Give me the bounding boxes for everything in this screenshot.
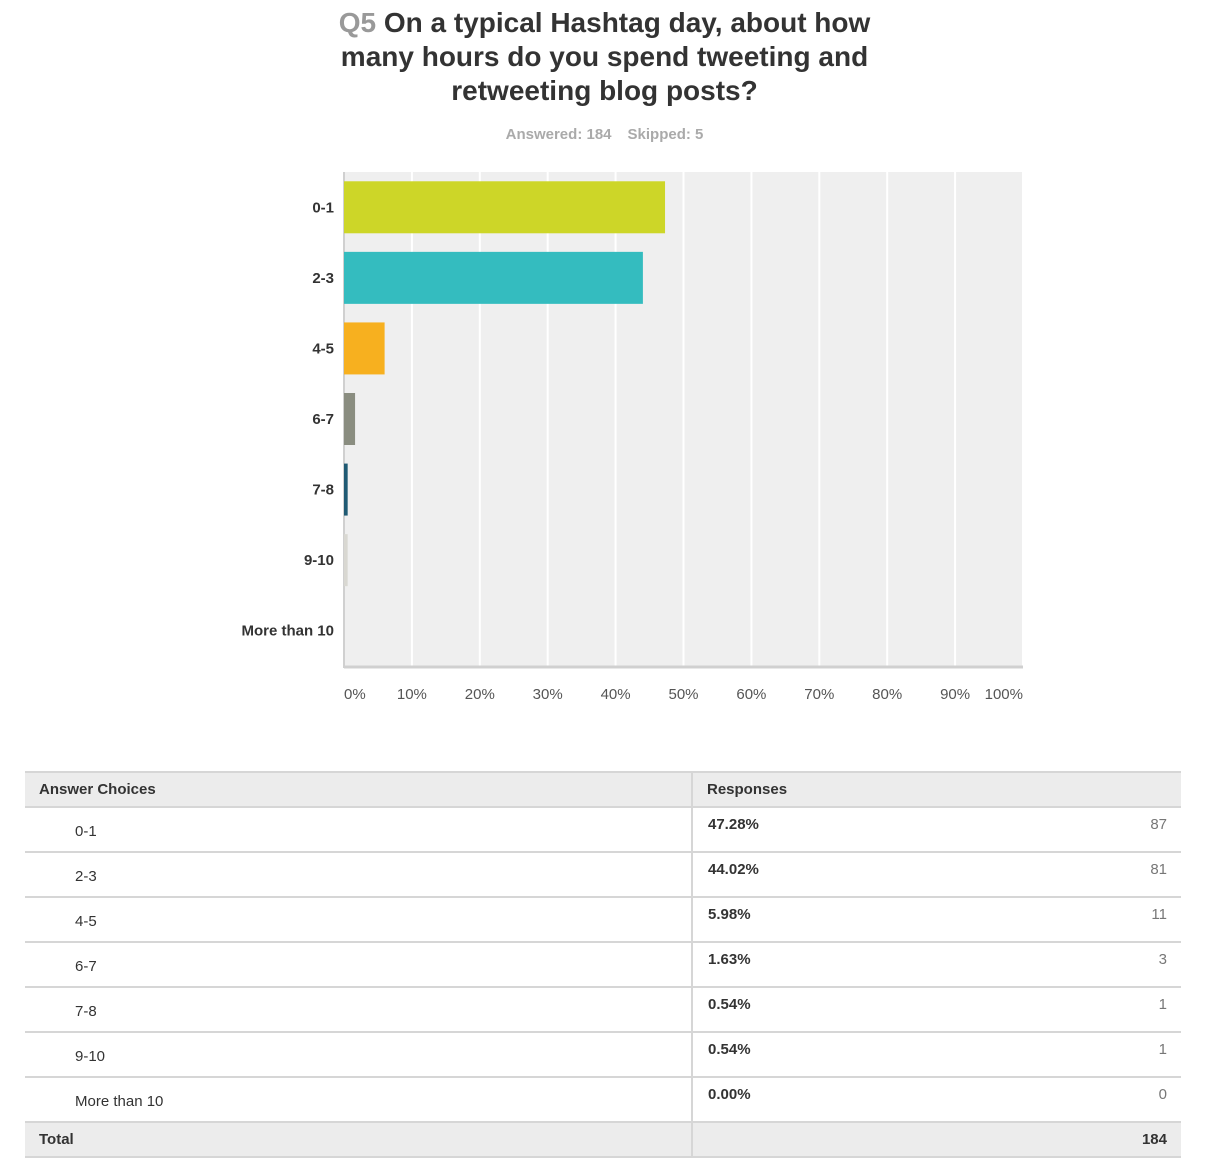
bar [344, 393, 355, 445]
bar [344, 322, 385, 374]
table-row [25, 897, 1181, 942]
row-choice: 4-5 [25, 897, 692, 942]
header-responses: Responses [692, 772, 1181, 807]
row-count: 3 [1158, 951, 1167, 968]
bar [344, 252, 643, 304]
row-percent: 1.63% [708, 951, 751, 968]
row-choice: 0-1 [25, 807, 692, 852]
table-row [25, 942, 1181, 987]
header-answer-choices: Answer Choices [25, 772, 692, 807]
table-row [25, 852, 1181, 897]
table-row [25, 807, 1181, 852]
question-number: Q5 [338, 7, 377, 38]
category-label: 6-7 [312, 411, 334, 428]
skipped-count: Skipped: 5 [627, 126, 704, 143]
row-response [692, 807, 1181, 852]
table-header-row [25, 772, 1181, 807]
row-count: 1 [1158, 1041, 1167, 1058]
row-response [692, 942, 1181, 987]
row-response [692, 1077, 1181, 1122]
row-choice: 9-10 [25, 1032, 692, 1077]
row-choice: More than 10 [25, 1077, 692, 1122]
row-percent: 0.54% [708, 996, 751, 1013]
x-tick-label: 60% [736, 686, 767, 703]
row-count: 1 [1158, 996, 1167, 1013]
bar [344, 534, 348, 586]
table-row [25, 987, 1181, 1032]
table-row [25, 1032, 1181, 1077]
x-tick-label: 40% [600, 686, 631, 703]
row-response [692, 852, 1181, 897]
row-choice: 2-3 [25, 852, 692, 897]
row-response [692, 987, 1181, 1032]
x-tick-label: 50% [668, 686, 699, 703]
category-label: More than 10 [241, 622, 334, 640]
row-percent: 44.02% [708, 861, 759, 878]
category-label: 7-8 [312, 481, 334, 499]
table-total-row [25, 1122, 1181, 1157]
row-count: 87 [1150, 816, 1167, 833]
row-response [692, 1032, 1181, 1077]
row-percent: 0.54% [708, 1041, 751, 1058]
row-percent: 5.98% [708, 906, 751, 923]
x-tick-label: 0% [344, 686, 366, 703]
question-text-line2: many hours do you spend tweeting and [340, 41, 869, 72]
bar [344, 181, 665, 233]
row-response [692, 897, 1181, 942]
x-tick-label: 80% [872, 686, 903, 703]
total-label: Total [25, 1122, 692, 1157]
responses-table [25, 771, 1181, 1158]
row-count: 0 [1158, 1086, 1167, 1103]
total-value: 184 [692, 1122, 1181, 1157]
category-label: 0-1 [312, 199, 334, 217]
table-row [25, 1077, 1181, 1122]
row-count: 81 [1150, 861, 1167, 878]
x-tick-label: 70% [804, 686, 835, 703]
bar [344, 464, 348, 516]
x-tick-label: 100% [984, 686, 1023, 703]
row-percent: 47.28% [708, 816, 759, 833]
row-choice: 7-8 [25, 987, 692, 1032]
x-tick-label: 10% [396, 686, 427, 703]
category-label: 4-5 [312, 340, 334, 358]
answered-count: Answered: 184 [505, 126, 612, 143]
row-choice: 6-7 [25, 942, 692, 987]
row-count: 11 [1151, 906, 1167, 923]
question-text-line1: On a typical Hashtag day, about how [383, 7, 871, 38]
row-percent: 0.00% [708, 1086, 751, 1103]
category-label: 2-3 [312, 269, 334, 287]
x-tick-label: 30% [532, 686, 563, 703]
x-tick-label: 20% [464, 686, 495, 703]
question-text-line3: retweeting blog posts? [451, 75, 758, 106]
category-label: 9-10 [303, 552, 334, 570]
x-tick-label: 90% [940, 686, 971, 703]
